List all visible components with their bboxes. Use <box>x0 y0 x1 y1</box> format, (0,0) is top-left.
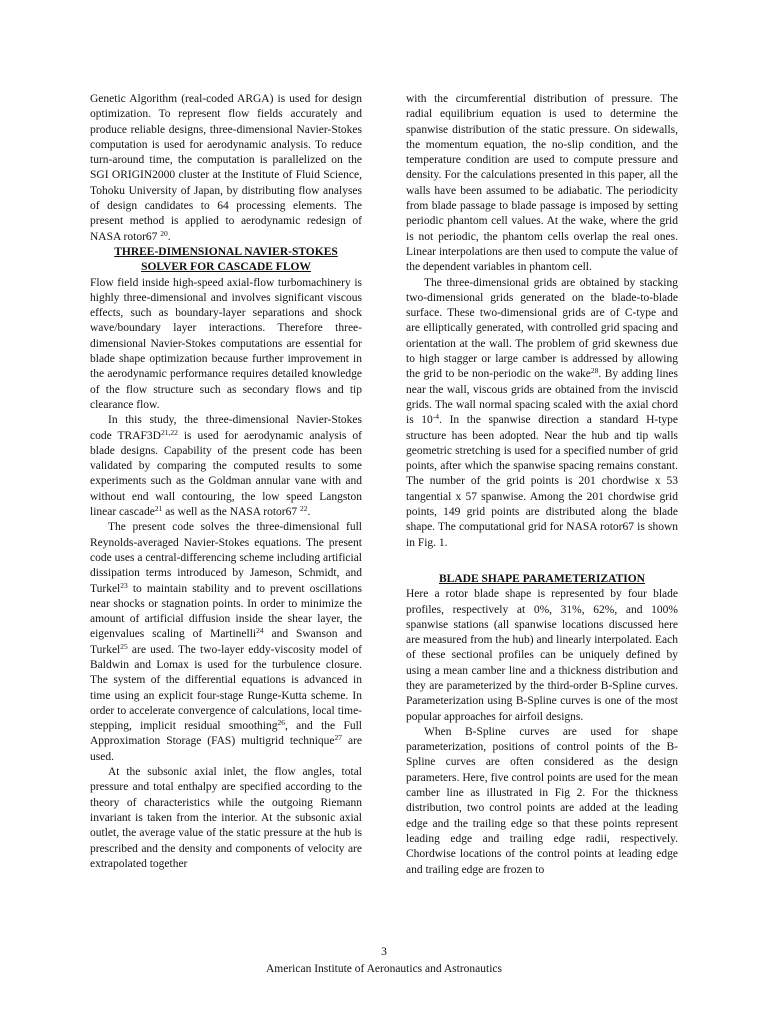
text-run: In this study, the three-dimensional Navier-Stokes code TRAF3D <box>90 414 362 442</box>
right-column <box>406 92 678 878</box>
citation-superscript: 21 <box>154 504 163 514</box>
citation-superscript: 20 <box>160 228 168 238</box>
text-run: Flow field inside high-speed axial-flow turbomachinery is highly three-dimensional and involves significant viscous effects, such as boundary-layer separations and shock wave/boundary layer interactions. Therefore three-dimensional Navier-Stokes computations are essential for blade shape optimization because further improvement in the aerodynamic performance requires detailed knowledge of the flow structure such as secondary flows and tip clearance flow. <box>90 276 362 411</box>
text-run: as well as the NASA rotor67 <box>162 506 300 519</box>
left-column <box>90 92 362 872</box>
text-run: The present code solves the three-dimensional full Reynolds-averaged Navier-Stokes equations. The present code uses a central-differencing scheme including artificial dissipation terms introduced by Jameson, Schmidt, and Turkel <box>90 521 362 595</box>
citation-superscript: 28 <box>590 366 599 376</box>
text-run: The three-dimensional grids are obtained by stacking two-dimensional grids generated on the blade-to-blade surface. These two-dimensional grids are of C-type and are elliptically generated, with controlled grid spacing and orientation at the wall. The problem of grid skewness due to high stagger or large camber is addressed by allowing the grid to be non-periodic on the wake <box>406 276 678 381</box>
section-heading-navier-stokes-solver: THREE-DIMENSIONAL NAVIER-STOKES SOLVER FOR CASCADE FLOW <box>114 245 338 274</box>
text-run: is used for aerodynamic analysis of blade designs. Capability of the present code has been validated by comparing the computed results to some experiments such as the Goldman annular vane with and without end wall contouring, the low speed Langston linear cascade <box>90 429 362 519</box>
text-run: are used. <box>90 735 362 763</box>
citation-superscript: 26 <box>277 718 285 728</box>
text-run: , and the Full Approximation Storage (FAS) multigrid technique <box>90 720 362 748</box>
citation-superscript: 27 <box>334 733 343 743</box>
section-heading-blade-shape-parameterization: BLADE SHAPE PARAMETERIZATION <box>439 572 645 585</box>
text-run: Here a rotor blade shape is represented by four blade profiles, respectively at 0%, 31%, 62%, and 100% spanwise stations (all spanwise locations discussed here are measured from the hub) and linearly interpolated. Each of these sectional profiles can be uniquely defined by using a mean camber line and a thickness distribution and they are parameterized by the third-order B-Spline curves. Parameterization using B-Spline curves is one of the most popular approaches for airfoil designs. <box>406 588 678 723</box>
citation-superscript: 21,22 <box>160 427 178 437</box>
text-run: with the circumferential distribution of pressure. The radial equilibrium equation is used to determine the spanwise distribution of the static pressure. On sidewalls, the momentum equation, the no-slip condition, and the temperature condition are used to compute pressure and density. For the calculations presented in this paper, all the walls have been assumed to be adiabatic. The periodicity from blade passage to blade passage is imposed by setting periodic phantom cell values. At the wake, where the grid is not periodic, the phantom cells overlap the real ones. Linear interpolations are then used to compute the value of the dependent variables in phantom cell. <box>406 93 678 274</box>
text-run: . By adding lines near the wall, viscous grids are obtained from the inviscid grids. The wall normal spacing scaled with the axial chord is 10 <box>406 368 678 427</box>
paragraph-boundary-conditions <box>90 765 362 872</box>
paragraph-grid-generation <box>406 276 678 551</box>
paragraph-numerical-scheme <box>90 520 362 765</box>
text-run: Genetic Algorithm (real-coded ARGA) is used for design optimization. To represent flow fields accurately and produce reliable designs, three-dimensional Navier-Stokes computation is used for aerodynamic analysis. To reduce turn-around time, the computation is parallelized on the SGI ORIGIN2000 cluster at the Institute of Fluid Science, Tohoku University of Japan, by distributing flow analyses of design candidates to 64 processing elements. The present method is applied to aerodynamic redesign of NASA rotor67 <box>90 93 362 243</box>
paragraph-pressure-distribution <box>406 92 678 276</box>
text-run: are used. The two-layer eddy-viscosity model of Baldwin and Lomax is used for the turbulence closure. The system of the differential equations is advanced in time using an explicit four-stage Runge-Kutta scheme. In order to accelerate convergence of calculations, local time-stepping, implicit residual smoothing <box>90 643 362 733</box>
citation-superscript: 25 <box>120 641 128 651</box>
text-run: and Swanson and Turkel <box>90 628 362 656</box>
text-run: . In the spanwise direction a standard H-type structure has been adopted. Near the hub and tip walls geometric stretching is used for a specified number of grid points, after which the spanwise spacing remains constant. The number of the grid points is 201 chordwise x 53 tangential x 57 spanwise. Among the 201 chordwise grid points, 149 grid points are distributed along the blade shape. The computational grid for NASA rotor67 is shown in Fig. 1. <box>406 414 678 549</box>
paragraph-blade-profiles <box>406 587 678 725</box>
citation-superscript: 22 <box>299 504 308 514</box>
text-run: to maintain stability and to prevent oscillations near shocks or stagnation points. In order to minimize the amount of artificial diffusion inside the shear layer, the eigenvalues scaling of Martinelli <box>90 582 362 641</box>
page-number: 3 <box>381 946 387 958</box>
paragraph-design-optimization <box>90 92 362 245</box>
text-run: At the subsonic axial inlet, the flow angles, total pressure and total enthalpy are specified according to the theory of characteristics while the outgoing Riemann invariant is taken from the interior. At the subsonic axial outlet, the average value of the static pressure at the hub is prescribed and the density and components of velocity are extrapolated together <box>90 766 362 870</box>
text-run: . <box>307 506 311 519</box>
paragraph-flow-field <box>90 276 362 414</box>
paragraph-traf3d-code <box>90 413 362 520</box>
citation-superscript: 24 <box>256 626 264 636</box>
footer-organization: American Institute of Aeronautics and Astronautics <box>265 963 502 975</box>
citation-superscript: 23 <box>120 580 128 590</box>
text-run: When B-Spline curves are used for shape parameterization, positions of control points of the B-Spline curves are often considered as the design parameters. Here, five control points are used for the mean camber line as illustrated in Fig 2. For the thickness distribution, two control points are added at the leading edge and the trailing edge so that these points represent leading edge and trailing edge radii, respectively. Chordwise locations of the control points at leading edge and trailing edge are frozen to <box>406 725 678 876</box>
text-run: . <box>167 230 171 243</box>
paragraph-b-spline-control-points <box>406 725 678 878</box>
citation-superscript: -4 <box>432 412 440 422</box>
